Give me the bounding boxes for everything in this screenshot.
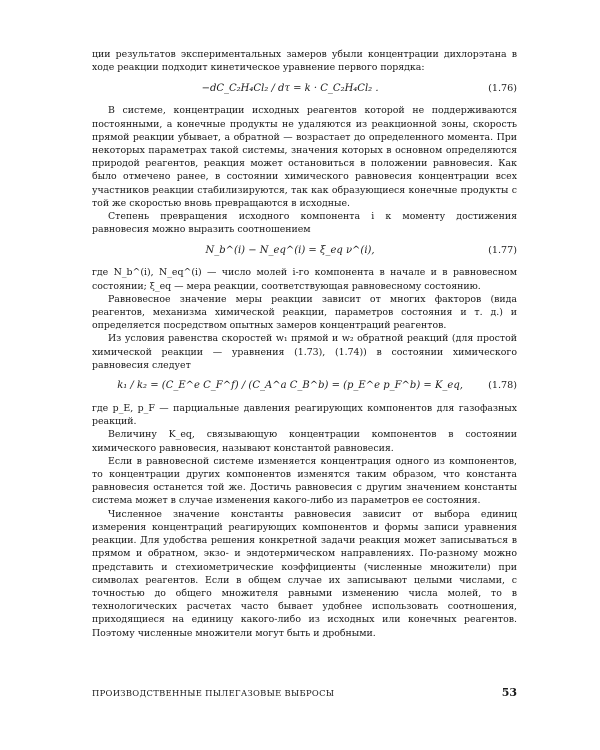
running-title: ПРОИЗВОДСТВЕННЫЕ ПЫЛЕГАЗОВЫЕ ВЫБРОСЫ: [92, 688, 335, 698]
equation-number: (1.76): [488, 82, 517, 94]
body-text: [92, 48, 517, 640]
equation-number: (1.78): [488, 380, 517, 392]
equation-number: (1.77): [488, 244, 517, 256]
equation-formula: N_b^(i) − N_eq^(i) = ξ_eq ν^(i),: [205, 244, 375, 256]
page-footer: [92, 686, 517, 699]
equation-1-78: [92, 376, 517, 396]
paragraph-6: Из условия равенства скоростей w₁ прямой и w₂ обратной реакций (для простой химической реакции — уравнения (1.73), (1.74)) в состоянии химического равновесия следует: [92, 333, 517, 371]
paragraph-10: Численное значение константы равновесия зависит от выбора единиц измерения концентраций реагирующих компонентов и формы записи уравнения реакции. Для удобства решения конкретной задачи реакция может записываться в прямом и обратном, экзо- и эндотермическом направлениях. По-разному можно представить и стехиометрические коэффициенты (численные множители) при символах реагентов. Если в общем случае их записывают целыми числами, с точностью до общего множителя равными изменению числа молей, то в технологических расчетах часто бывает удобнее использовать соотношения, приходящиеся на единицу какого-либо из исходных или конечных реагентов. Поэтому численные множители могут быть и дробными.: [92, 508, 517, 639]
equation-1-76: [92, 78, 517, 98]
paragraph-5: Равновесное значение меры реакции зависит от многих факторов (вида реагентов, механизма химической реакции, параметров состояния и т. д.) и определяется посредством опытных замеров концентраций реагентов.: [92, 293, 517, 332]
equation-1-77: [92, 240, 517, 260]
paragraph-7: где p_E, p_F — парциальные давления реагирующих компонентов для газофазных реакций.: [92, 403, 517, 428]
paragraph-9: Если в равновесной системе изменяется концентрация одного из компонентов, то концентрации других компонентов изменятся таким образом, что константа равновесия останется той же. Достичь равновесия с другим значением константы система может в случае изменения какого-либо из параметров ее состояния.: [92, 455, 517, 507]
paragraph-3: Степень превращения исходного компонента i к моменту достижения равновесия можно выразить соотношением: [92, 211, 517, 236]
paragraph-4: где N_b^(i), N_eq^(i) — число молей i-го компонента в начале и в равновесном состоянии; ξ_eq — мера реакции, соответствующая равновесному состоянию.: [92, 267, 517, 292]
paragraph-2: В системе, концентрации исходных реагентов которой не поддерживаются постоянными, а конечные продукты не удаляются из реакционной зоны, скорость прямой реакции убывает, а обратной — возрастает до определенного момента. При некоторых параметрах такой системы, значения которых в основном определяются природой реагентов, реакция может остановиться в положении равновесия. Как было отмечено ранее, в состоянии химического равновесия концентрации всех участников реакции стабилизируются, так как образующиеся конечные продукты с той же скоростью вновь превращаются в исходные.: [92, 105, 517, 209]
paragraph-1: ции результатов экспериментальных замеров убыли концентрации дихлорэтана в ходе реакции подходит кинетическое уравнение первого порядка:: [92, 49, 517, 74]
equation-formula: k₁ / k₂ = (C_E^e C_F^f) / (C_A^a C_B^b) = (p_E^e p_F^b) = K_eq,: [117, 380, 463, 392]
paragraph-8: Величину K_eq, связывающую концентрации компонентов в состоянии химического равновесия, называют константой равновесия.: [92, 429, 517, 454]
page-number: 53: [501, 686, 517, 699]
equation-formula: −dC_C₂H₄Cl₂ / dτ = k · C_C₂H₄Cl₂ .: [201, 82, 379, 94]
